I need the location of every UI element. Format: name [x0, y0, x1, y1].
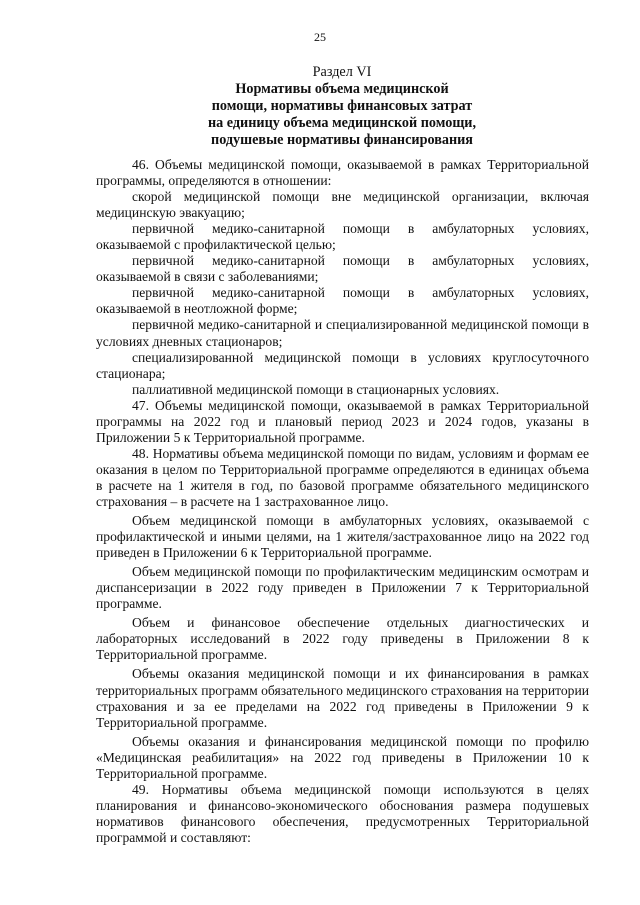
paragraph-appendix-8: Объем и финансовое обеспечение отдельных диагностических и лабораторных исследований в 2022 году приведены в Приложении 8 к Территориальной программе.	[96, 615, 589, 663]
page-number: 25	[314, 30, 326, 44]
list-item-palliative: паллиативной медицинской помощи в стационарных условиях.	[132, 381, 500, 397]
section-title-line: помощи, нормативы финансовых затрат	[211, 98, 473, 114]
list-item-inpatient: специализированной медицинской помощи в условиях круглосуточного стационара;	[96, 349, 589, 381]
document-body	[96, 157, 589, 846]
section-title-line: Нормативы объема медицинской	[235, 81, 449, 97]
list-item-ambulance: скорой медицинской помощи вне медицинской организации, включая медицинскую эвакуацию;	[96, 189, 589, 221]
list-item-urgent: первичной медико-санитарной помощи в амбулаторных условиях, оказываемой в неотложной форме;	[96, 285, 589, 317]
list-item-diseases: первичной медико-санитарной помощи в амбулаторных условиях, оказываемой в связи с заболеваниями;	[96, 253, 589, 285]
list-item-preventive: первичной медико-санитарной помощи в амбулаторных условиях, оказываемой с профилактической целью;	[96, 221, 589, 253]
paragraph-appendix-6: Объем медицинской помощи в амбулаторных условиях, оказываемой с профилактической и иными целями, на 1 жителя/застрахованное лицо на 2022 год приведен в Приложении 6 к Территориальной программе.	[96, 513, 589, 561]
section-heading	[100, 64, 584, 149]
paragraph-47: 47. Объемы медицинской помощи, оказываемой в рамках Территориальной программы на 2022 год и плановый период 2023 и 2024 годов, указаны в Приложении 5 к Территориальной программе.	[96, 397, 589, 445]
paragraph-appendix-10: Объемы оказания и финансирования медицинской помощи по профилю «Медицинская реабилитация» на 2022 год приведены в Приложении 10 к Территориальной программе.	[96, 733, 589, 781]
paragraph-appendix-9: Объемы оказания медицинской помощи и их финансирования в рамках территориальных программ обязательного медицинского страхования на территории страхования и за ее пределами на 2022 год приведены в Приложении 9 к Территориальной программе.	[96, 666, 589, 730]
list-item-day-hospital: первичной медико-санитарной и специализированной медицинской помощи в условиях дневных стационаров;	[96, 317, 589, 349]
section-label: Раздел VI	[312, 64, 372, 80]
section-title-line: на единицу объема медицинской помощи,	[207, 115, 477, 131]
paragraph-48: 48. Нормативы объема медицинской помощи по видам, условиям и формам ее оказания в целом по Территориальной программе определяются в единицах объема в расчете на 1 жителя в год, по базовой программе обязательного медицинского страхования – в расчете на 1 застрахованное лицо.	[96, 445, 589, 509]
paragraph-appendix-7: Объем медицинской помощи по профилактическим медицинским осмотрам и диспансеризации в 2022 году приведен в Приложении 7 к Территориальной программе.	[96, 564, 589, 612]
section-title-line: подушевые нормативы финансирования	[211, 132, 473, 148]
paragraph-49: 49. Нормативы объема медицинской помощи используются в целях планирования и финансово-экономического обоснования размера подушевых нормативов финансового обеспечения, предусмотренных Территориальной программой и составляют:	[96, 781, 589, 845]
paragraph-46: 46. Объемы медицинской помощи, оказываемой в рамках Территориальной программы, определяются в отношении:	[96, 157, 589, 189]
